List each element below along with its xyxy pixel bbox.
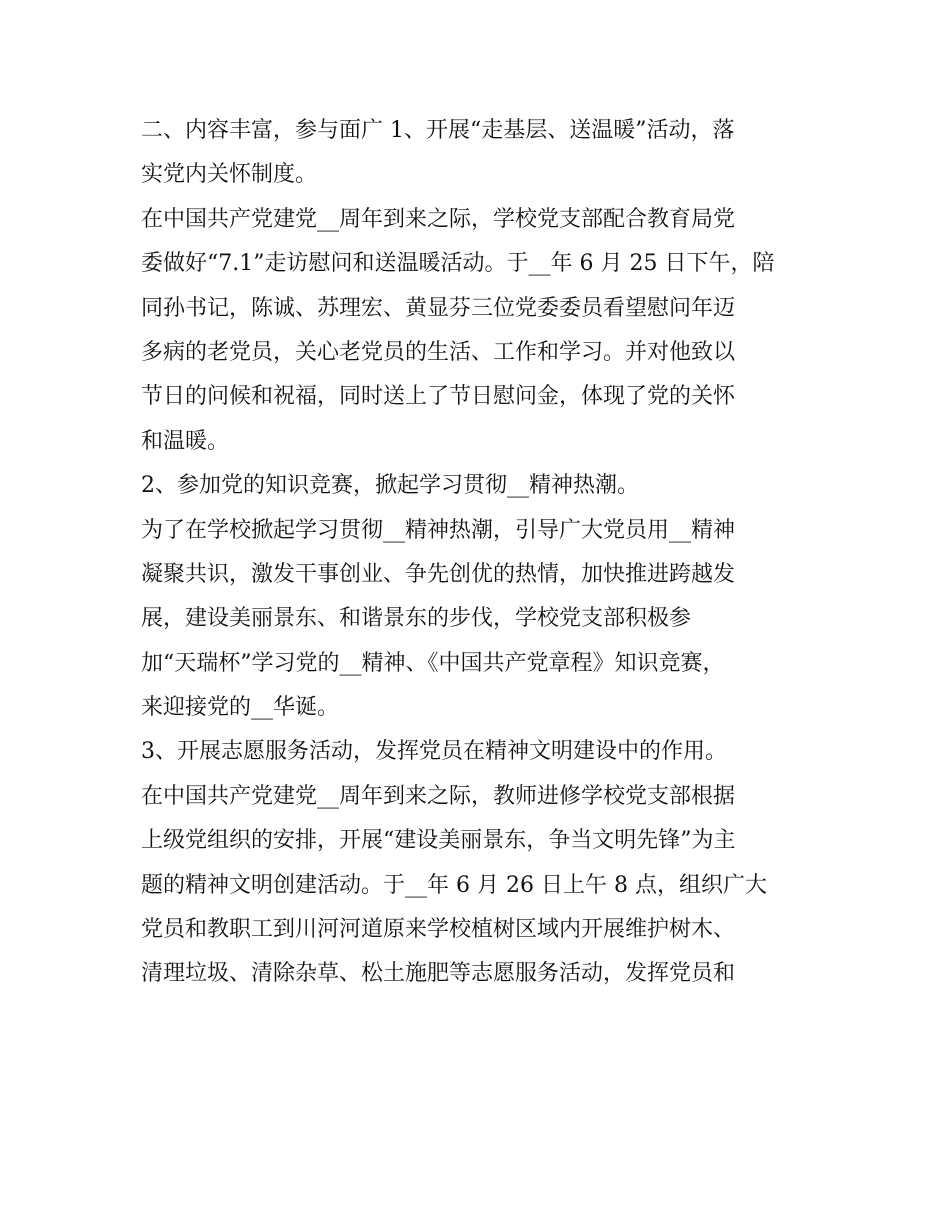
text-line: 实党内关怀制度。 — [141, 162, 318, 188]
text-line: 委做好“7.1”走访慰问和送温暖活动。于__年 6 月 25 日下午，陪 — [141, 251, 775, 277]
text-line: 在中国共产党建党__周年到来之际，教师进修学校党支部根据 — [141, 783, 736, 809]
text-line: 节日的问候和祝福，同时送上了节日慰问金，体现了党的关怀 — [141, 384, 736, 410]
text-line: 同孙书记，陈诚、苏理宏、黄显芬三位党委委员看望慰问年迈 — [141, 295, 736, 321]
text-line: 来迎接党的__华诞。 — [141, 695, 340, 721]
document-body — [141, 109, 821, 997]
text-line: 凝聚共识，激发干事创业、争先创优的热情，加快推进跨越发 — [141, 561, 736, 587]
text-line: 清理垃圾、清除杂草、松土施肥等志愿服务活动，发挥党员和 — [141, 961, 736, 987]
text-line: 上级党组织的安排，开展“建设美丽景东，争当文明先锋”为主 — [141, 828, 736, 854]
text-line: 展，建设美丽景东、和谐景东的步伐，学校党支部积极参 — [141, 606, 692, 632]
text-line: 为了在学校掀起学习贯彻__精神热潮，引导广大党员用__精神 — [141, 517, 736, 543]
text-line: 加“天瑞杯”学习党的__精神、《中国共产党章程》知识竞赛， — [141, 650, 725, 676]
text-line: 二、内容丰富，参与面广 1、开展“走基层、送温暖”活动，落 — [141, 118, 735, 143]
text-line: 和温暖。 — [141, 428, 230, 454]
text-line: 3、开展志愿服务活动，发挥党员在精神文明建设中的作用。 — [141, 739, 727, 765]
text-line: 题的精神文明创建活动。于__年 6 月 26 日上午 8 点，组织广大 — [141, 872, 767, 898]
text-line: 在中国共产党建党__周年到来之际，学校党支部配合教育局党 — [141, 206, 736, 232]
text-line: 2、参加党的知识竞赛，掀起学习贯彻__精神热潮。 — [141, 473, 639, 499]
text-line: 党员和教职工到川河河道原来学校植树区域内开展维护树木、 — [141, 917, 736, 943]
text-line: 多病的老党员，关心老党员的生活、工作和学习。并对他致以 — [141, 339, 736, 365]
